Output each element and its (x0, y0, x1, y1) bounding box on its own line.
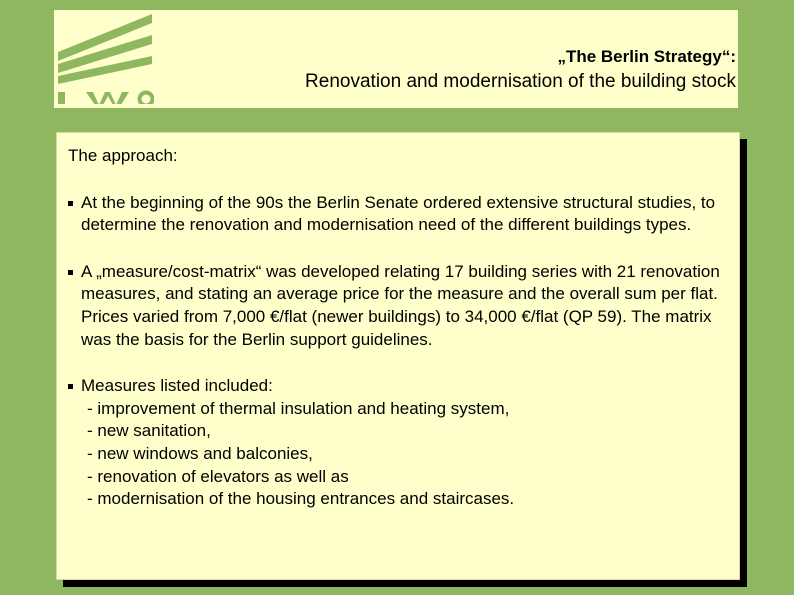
measure-item: - renovation of elevators as well as (87, 466, 349, 486)
content-panel (56, 132, 740, 580)
square-bullet-icon (68, 201, 73, 206)
iwo-logo (58, 14, 154, 104)
bullet-item (68, 375, 733, 511)
slide-title: „The Berlin Strategy“: (557, 47, 736, 66)
square-bullet-icon (68, 270, 73, 275)
measure-item: - new sanitation, (87, 421, 211, 441)
bullet-item (68, 192, 733, 237)
measure-item: - modernisation of the housing entrances and staircases. (87, 489, 515, 509)
bullet-text: At the beginning of the 90s the Berlin Senate ordered extensive structural studies, to determine the renovation and modernisation need of the different buildings types. (81, 192, 716, 235)
measure-item: - new windows and balconies, (87, 443, 313, 463)
square-bullet-icon (68, 384, 73, 389)
measures-list (81, 398, 733, 511)
bullet-item (68, 261, 733, 351)
bullet-text: Measures listed included: (81, 376, 273, 396)
approach-heading: The approach: (68, 146, 178, 165)
measure-item: - improvement of thermal insulation and heating system, (87, 398, 510, 418)
header-panel (54, 10, 738, 108)
bullet-text: A „measure/cost-matrix“ was developed relating 17 building series with 21 renovation measures, and stating an average price for the measure and the overall sum per flat. Prices varied from 7,000 €/flat (newer buildings) to 34,000 €/flat (QP 59). The matrix was the basis for the Berlin support guidelines. (81, 261, 720, 349)
slide-subtitle: Renovation and modernisation of the building stock (305, 71, 736, 92)
